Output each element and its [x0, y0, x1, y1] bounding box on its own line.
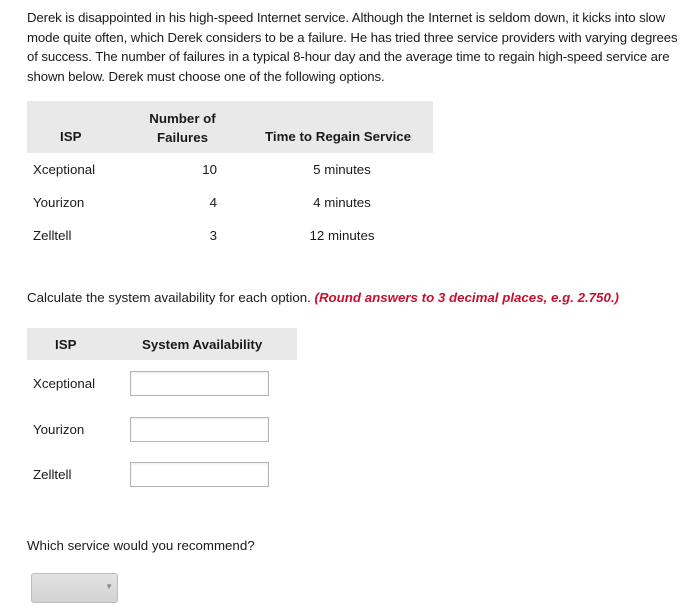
table-row [27, 195, 433, 215]
cell-failures: 10 [202, 162, 217, 177]
cell-time: 12 minutes [309, 228, 375, 243]
answer-label-yourizon: Yourizon [33, 422, 85, 437]
recommend-question: Which service would you recommend? [27, 538, 255, 553]
instruction-text: Calculate the system availability for each option. [27, 290, 315, 305]
caret-down-icon: ▼ [105, 582, 113, 591]
cell-time: 4 minutes [313, 195, 371, 210]
availability-input-xceptional[interactable] [130, 371, 269, 396]
cell-isp: Xceptional [33, 162, 96, 177]
table-header [27, 101, 433, 153]
table-row [27, 162, 433, 182]
answer-label-zelltell: Zelltell [33, 467, 72, 482]
instruction [27, 290, 619, 305]
availability-input-yourizon[interactable] [130, 417, 269, 442]
rounding-note: (Round answers to 3 decimal places, e.g. 2.750.) [314, 290, 619, 305]
cell-isp: Yourizon [33, 195, 85, 210]
cell-time: 5 minutes [313, 162, 371, 177]
table-row [27, 228, 433, 248]
answer-table-header [27, 328, 297, 360]
header-isp: ISP [60, 129, 82, 144]
header-failures: Number of Failures [149, 111, 216, 145]
cell-failures: 3 [209, 228, 217, 243]
problem-statement: Derek is disappointed in his high-speed Internet service. Although the Internet is seldom down, it kicks into slow mode quite often, which Derek considers to be a failure. He has tried three service providers with varying degrees of success. The number of failures in a typical 8-hour day and the average time to regain high-speed service are shown below. Derek must choose one of the following options. [27, 10, 678, 84]
header-time: Time to Regain Service [265, 129, 412, 144]
cell-isp: Zelltell [33, 228, 72, 243]
isp-data-table [27, 101, 433, 243]
answer-label-xceptional: Xceptional [33, 376, 96, 391]
availability-input-zelltell[interactable] [130, 462, 269, 487]
header-availability: System Availability [142, 337, 263, 352]
header-isp: ISP [55, 337, 77, 352]
recommend-select[interactable] [31, 573, 118, 603]
cell-failures: 4 [209, 195, 217, 210]
